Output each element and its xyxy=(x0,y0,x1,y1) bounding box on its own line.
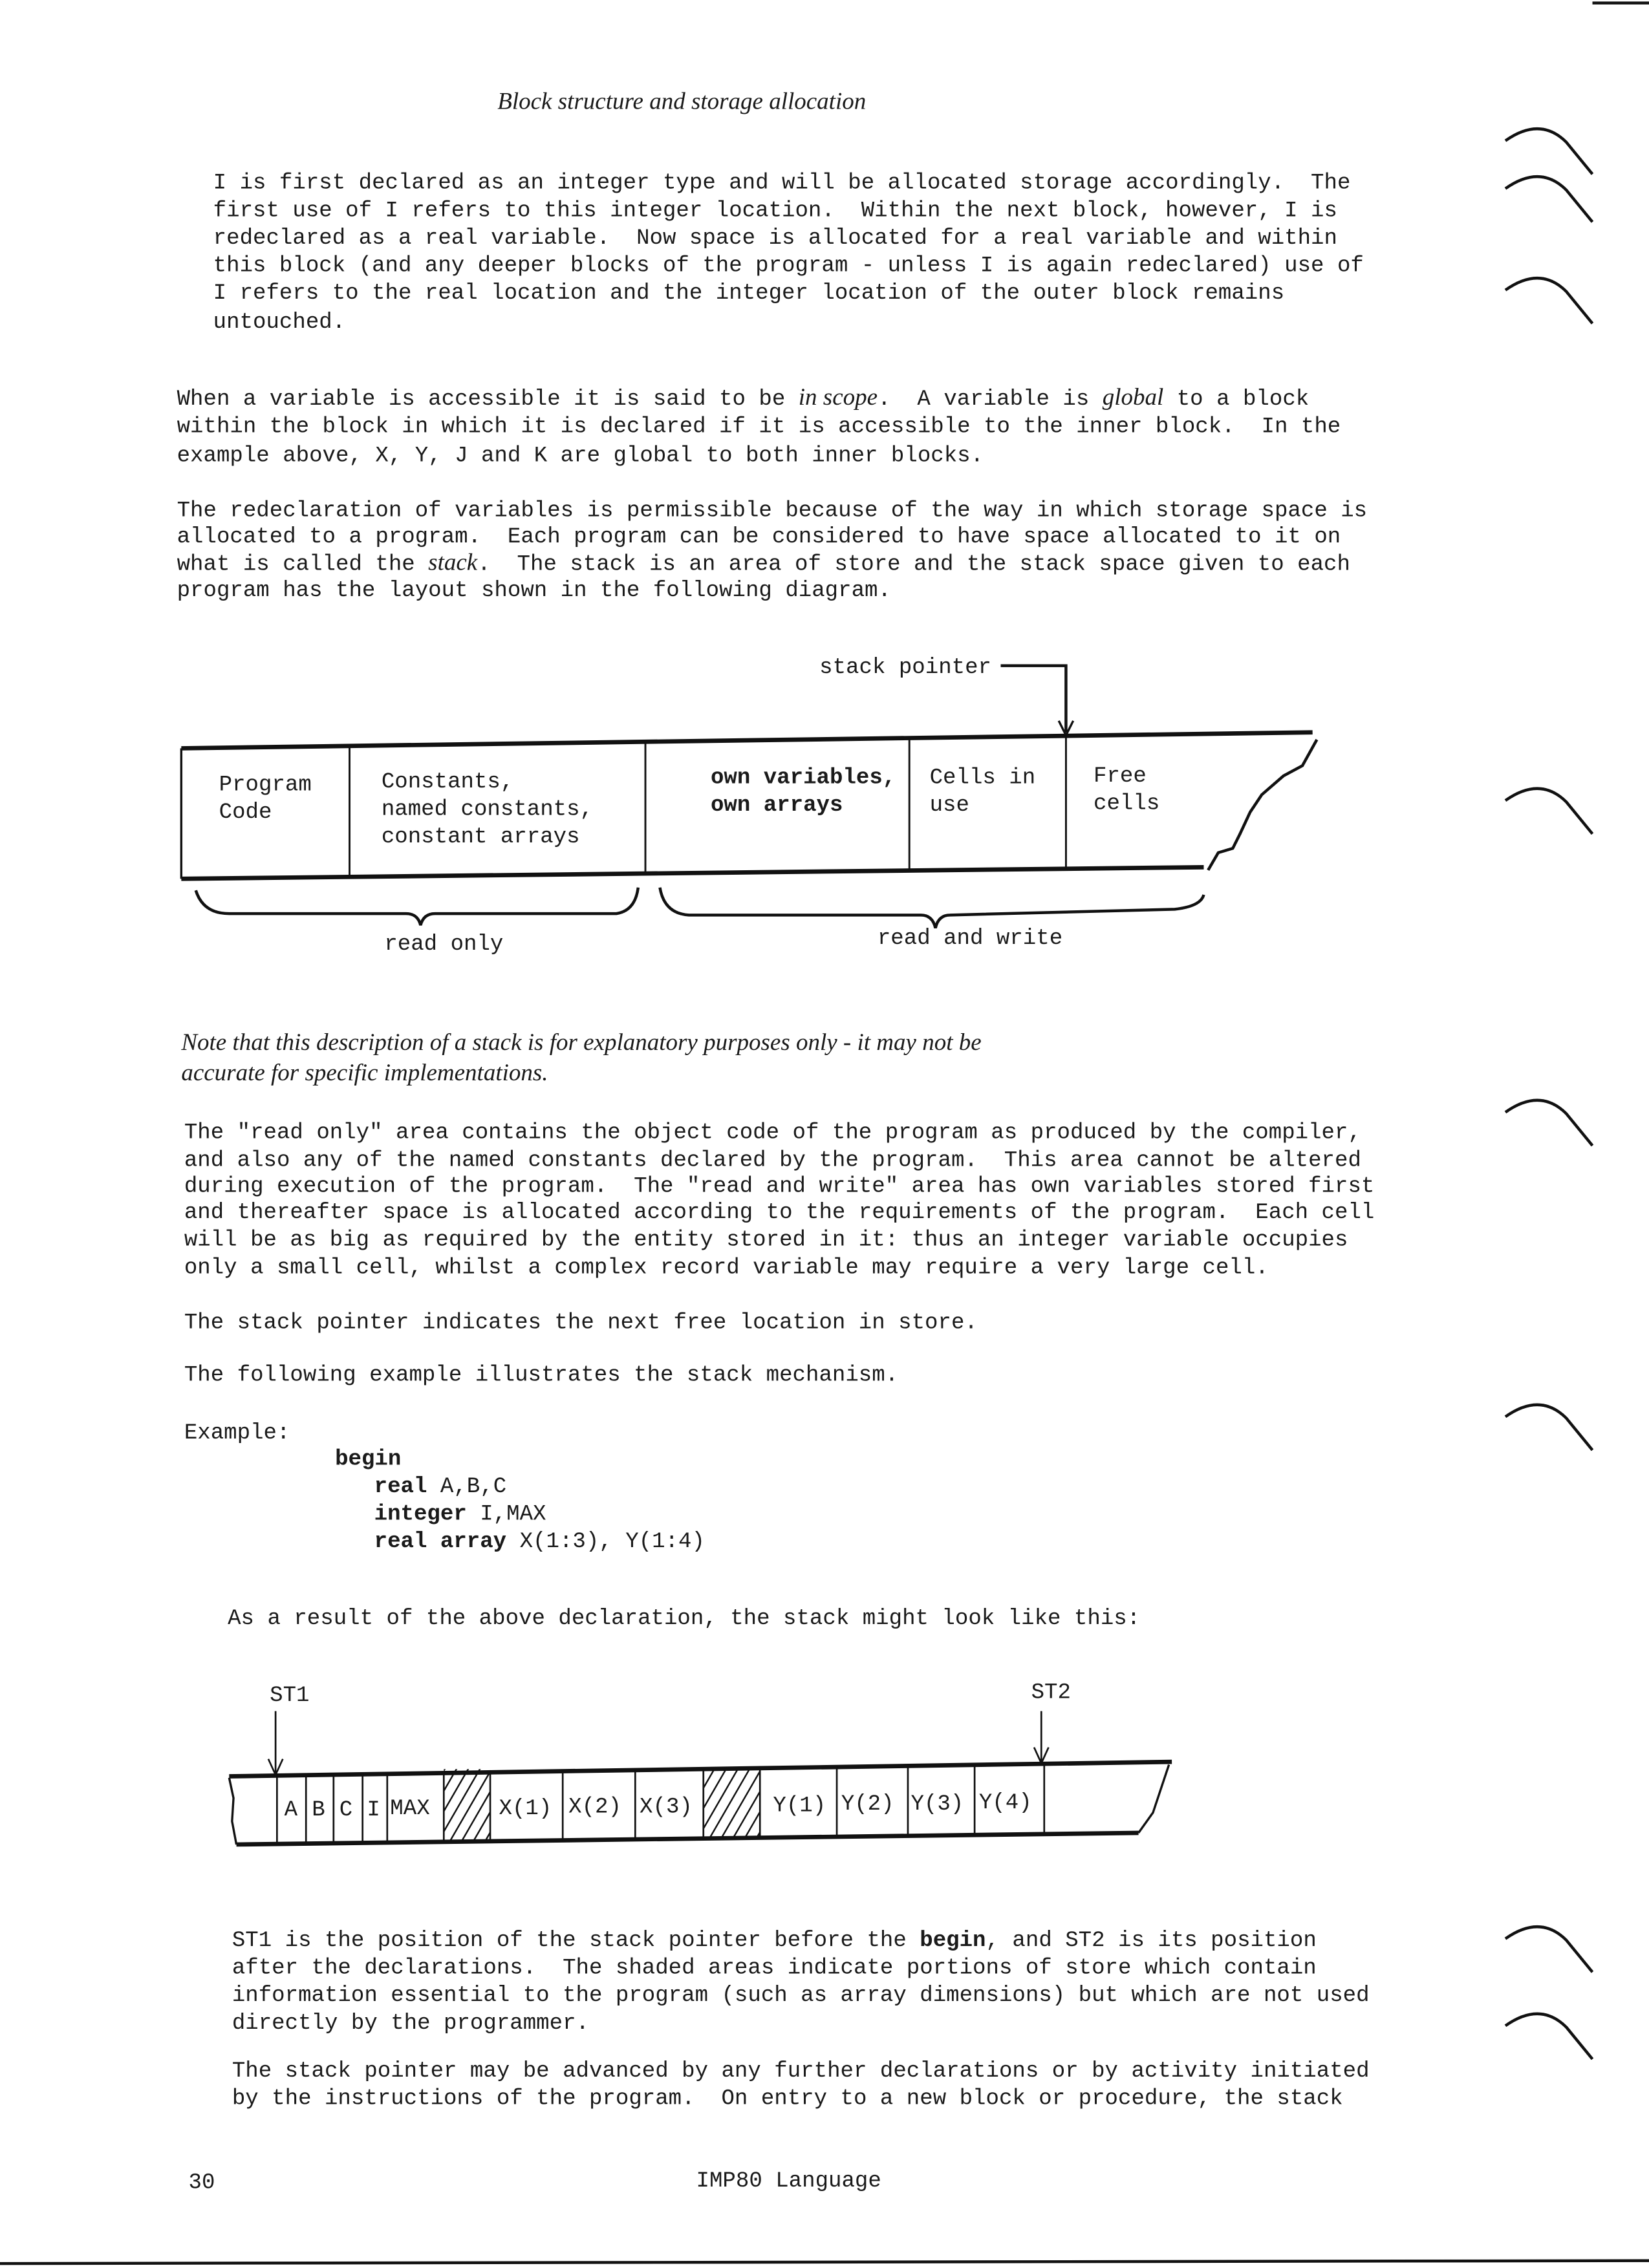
stack-layout-diagram xyxy=(181,656,1317,957)
cell-free-cells: Free xyxy=(1094,764,1147,789)
keyword: real xyxy=(374,1474,427,1499)
cell-y2: Y(2) xyxy=(841,1792,894,1817)
st2-label: ST2 xyxy=(1031,1680,1071,1706)
punch-mark-icon xyxy=(1505,129,1593,174)
note xyxy=(180,1029,981,1086)
text-segment: what is called the xyxy=(177,552,429,577)
st1-arrow xyxy=(268,1711,283,1775)
stack-example-diagram xyxy=(229,1680,1172,1845)
text-segment: When a variable is accessible it is said to be xyxy=(177,387,799,412)
text-line: during execution of the program. The "read and write" area has own variables stored first xyxy=(184,1174,1375,1199)
cell-program-code-line2: Code xyxy=(219,800,272,826)
running-header: Block structure and storage allocation xyxy=(497,88,867,115)
cell-cells-in-use-line2: use xyxy=(929,793,969,818)
keyword: real array xyxy=(374,1530,507,1555)
text-line: and thereafter space is allocated according to the requirements of the program. Each cell xyxy=(184,1201,1375,1226)
read-only-label: read only xyxy=(384,932,504,957)
paragraph-4 xyxy=(184,1121,1375,1281)
cell-constants-line3: constant arrays xyxy=(381,825,580,850)
stack-pointer-label: stack pointer xyxy=(819,655,992,680)
text-line: after the declarations. The shaded areas indicate portions of store which contain xyxy=(232,1956,1317,1981)
torn-edge xyxy=(1139,1765,1169,1833)
st2-arrow xyxy=(1034,1711,1048,1764)
text-line: within the block in which it is declared if it is accessible to the inner block. In the xyxy=(177,414,1341,440)
paragraph-5: The stack pointer indicates the next free location in store. xyxy=(184,1311,978,1336)
text-line: only a small cell, whilst a complex record variable may require a very large cell. xyxy=(184,1256,1269,1281)
paragraph-7 xyxy=(232,1929,1370,2036)
page-number: 30 xyxy=(188,2170,215,2196)
bottom-rule xyxy=(0,2261,1649,2263)
keyword: integer xyxy=(374,1502,467,1527)
cell-i: I xyxy=(367,1798,380,1823)
emphasis-global: global xyxy=(1102,383,1164,411)
stack-top-edge xyxy=(229,1762,1172,1776)
footer-title: IMP80 Language xyxy=(696,2169,881,2194)
cell-b: B xyxy=(312,1798,325,1823)
punch-mark-icon xyxy=(1505,1927,1593,1972)
note-line: accurate for specific implementations. xyxy=(181,1060,548,1087)
cell-y3: Y(3) xyxy=(911,1792,964,1817)
code-example xyxy=(335,1447,705,1554)
cell-c: C xyxy=(339,1798,353,1823)
code-text: A,B,C xyxy=(427,1474,507,1499)
text-segment: ST1 is the position of the stack pointer before the xyxy=(232,1928,920,1953)
binding-marks xyxy=(1505,129,1593,2059)
cell-max: MAX xyxy=(390,1796,430,1821)
cell-x1: X(1) xyxy=(499,1796,552,1821)
paragraph-8 xyxy=(232,2059,1370,2112)
cell-a: A xyxy=(284,1798,298,1823)
punch-mark-icon xyxy=(1505,278,1593,323)
text-line: example above, X, Y, J and K are global to both inner blocks. xyxy=(177,444,984,469)
paragraph-3 xyxy=(177,499,1368,603)
st1-label: ST1 xyxy=(270,1683,310,1708)
stack-top-edge xyxy=(181,733,1312,749)
paragraph-1 xyxy=(213,171,1364,335)
result-text: As a result of the above declaration, the stack might look like this: xyxy=(228,1607,1141,1632)
stack-pointer-arrow xyxy=(1000,666,1066,733)
cell-own-variables-line2: own arrays xyxy=(710,793,843,818)
text-line: will be as big as required by the entity stored in it: thus an integer variable occupies xyxy=(184,1228,1348,1253)
text-line: by the instructions of the program. On entry to a new block or procedure, the stack xyxy=(232,2086,1343,2112)
shaded-area xyxy=(444,1769,490,1840)
stack-bottom-edge xyxy=(237,1833,1139,1845)
text-line: first use of I refers to this integer location. Within the next block, however, I is xyxy=(213,198,1337,224)
text-line: I refers to the real location and the integer location of the outer block remains xyxy=(213,281,1285,306)
text-line: this block (and any deeper blocks of the program - unless I is again redeclared) use of xyxy=(213,253,1364,279)
cell-x3: X(3) xyxy=(640,1795,693,1820)
text-segment: , and ST2 is its position xyxy=(986,1928,1317,1953)
cell-constants-line2: named constants, xyxy=(381,797,594,822)
cell-y1: Y(1) xyxy=(773,1793,826,1819)
text-line xyxy=(177,550,1350,577)
code-line xyxy=(374,1503,546,1527)
paragraph-2 xyxy=(177,384,1341,468)
text-segment: to a block xyxy=(1163,387,1310,412)
cell-constants: Constants, xyxy=(381,769,514,795)
code-text: I,MAX xyxy=(466,1502,546,1527)
code-text: X(1:3), Y(1:4) xyxy=(506,1530,705,1555)
paragraph-6: The following example illustrates the stack mechanism. xyxy=(184,1363,899,1388)
text-line: The "read only" area contains the object code of the program as produced by the compiler, xyxy=(184,1120,1361,1146)
shaded-area xyxy=(704,1768,760,1837)
example-label: Example: xyxy=(184,1420,290,1446)
punch-mark-icon xyxy=(1505,177,1593,222)
text-segment: . The stack is an area of store and the stack space given to each xyxy=(477,552,1350,577)
text-line: I is first declared as an integer type and will be allocated storage accordingly. The xyxy=(213,171,1351,196)
punch-mark-icon xyxy=(1505,789,1593,834)
text-line: allocated to a program. Each program can be considered to have space allocated to it on xyxy=(177,524,1341,550)
text-line: untouched. xyxy=(213,310,346,336)
cell-x2: X(2) xyxy=(568,1795,621,1820)
cell-y4: Y(4) xyxy=(978,1790,1032,1815)
code-line xyxy=(374,1530,705,1554)
punch-mark-icon xyxy=(1505,1100,1593,1146)
cell-own-variables: own variables, xyxy=(710,765,896,791)
text-line: program has the layout shown in the following diagram. xyxy=(177,578,891,603)
cell-free-cells-line2: cells xyxy=(1094,791,1160,817)
code-line xyxy=(374,1475,507,1499)
text-line: redeclared as a real variable. Now space is allocated for a real variable and within xyxy=(213,226,1337,251)
read-write-label: read and write xyxy=(877,926,1063,952)
read-write-brace xyxy=(660,888,1203,928)
punch-mark-icon xyxy=(1505,1405,1593,1450)
punch-mark-icon xyxy=(1505,2014,1593,2059)
code-begin: begin xyxy=(335,1447,402,1472)
text-segment: . A variable is xyxy=(878,387,1103,412)
note-line: Note that this description of a stack is for explanatory purposes only - it may not be xyxy=(181,1029,982,1056)
read-only-brace xyxy=(196,888,638,925)
text-line xyxy=(232,1929,1317,1953)
torn-edge xyxy=(1208,740,1317,870)
text-line: and also any of the named constants declared by the program. This area cannot be altered xyxy=(184,1148,1361,1173)
cell-program-code: Program xyxy=(219,773,312,798)
keyword-begin: begin xyxy=(920,1928,986,1953)
text-line: The stack pointer may be advanced by any further declarations or by activity initiated xyxy=(232,2059,1370,2084)
text-line xyxy=(177,384,1310,412)
stack-bottom-edge xyxy=(181,867,1203,879)
emphasis-stack: stack xyxy=(428,549,478,576)
text-line: directly by the programmer. xyxy=(232,2011,589,2036)
emphasis-in-scope: in scope xyxy=(798,383,878,411)
text-line: information essential to the program (such as array dimensions) but which are not used xyxy=(232,1984,1370,2009)
cell-cells-in-use: Cells in xyxy=(929,765,1036,791)
text-line: The redeclaration of variables is permissible because of the way in which storage space is xyxy=(177,498,1368,524)
